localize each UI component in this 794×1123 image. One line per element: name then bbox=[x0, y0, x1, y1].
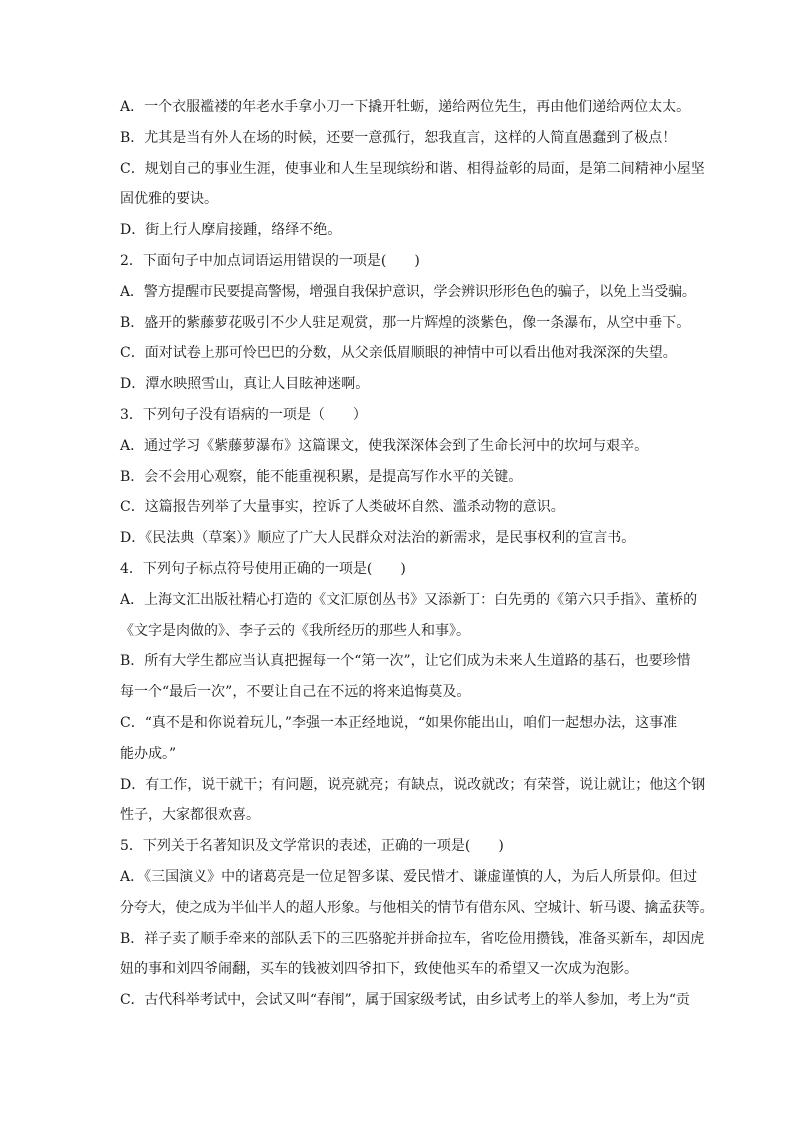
question-3-title: 3．下列句子没有语病的一项是（ ） bbox=[120, 406, 367, 423]
q4-option-d-continuation: 性子，大家都很欢喜。 bbox=[120, 807, 260, 824]
document-page bbox=[120, 92, 714, 1016]
q4-option-a: A．上海文汇出版社精心打造的《文汇原创丛书》又添新丁：白先勇的《第六只手指》、董桥的 bbox=[120, 591, 698, 608]
q4-option-c: C．“真不是和你说着玩儿，”李强一本正经地说，“如果你能出山，咱们一起想办法，这事准 bbox=[120, 714, 678, 731]
q5-option-a: A．《三国演义》中的诸葛亮是一位足智多谋、爱民惜才、谦虚谨慎的人，为后人所景仰。但过 bbox=[120, 868, 698, 885]
question-5-title: 5．下列关于名著知识及文学常识的表述，正确的一项是( ) bbox=[120, 838, 504, 855]
q3-option-a: A．通过学习《紫藤萝瀑布》这篇课文，使我深深体会到了生命长河中的坎坷与艰辛。 bbox=[120, 437, 649, 454]
option-c-line: C．规划自己的事业生涯，使事业和人生呈现缤纷和谐、相得益彰的局面，是第二间精神小屋坚 bbox=[120, 160, 705, 177]
q2-option-a: A．警方提醒市民要提高警惕，增强自我保护意识，学会辨识形形色色的骗子，以免上当受骗。 bbox=[120, 283, 696, 300]
q4-option-b-continuation: 每一个“最后一次”，不要让自己在不远的将来追悔莫及。 bbox=[120, 684, 471, 701]
q4-option-d: D．有工作，说干就干；有问题，说亮就亮；有缺点，说改就改；有荣誉，说让就让；他这个钢 bbox=[120, 776, 706, 793]
option-c-continuation: 固优雅的要诀。 bbox=[120, 191, 218, 208]
q4-option-a-continuation: 《文字是肉做的》、李子云的《我所经历的那些人和事》。 bbox=[120, 622, 470, 639]
q4-option-b: B．所有大学生都应当认真把握每一个“第一次”，让它们成为未来人生道路的基石，也要珍惜 bbox=[120, 653, 691, 670]
q5-option-c: C．古代科举考试中，会试又叫“春闱”，属于国家级考试，由乡试考上的举人参加，考上为“贡 bbox=[120, 992, 690, 1009]
option-a-line: A．一个衣服褴褛的年老水手拿小刀一下撬开牡蛎，递给两位先生，再由他们递给两位太太。 bbox=[120, 99, 691, 115]
q3-option-c: C．这篇报告列举了大量事实，控诉了人类破坏自然、滥杀动物的意识。 bbox=[120, 499, 565, 516]
question-4-title: 4．下列句子标点符号使用正确的一项是( ) bbox=[120, 560, 406, 577]
q3-option-d: D．《民法典（草案）》顺应了广大人民群众对法治的新需求，是民事权利的宣言书。 bbox=[120, 530, 636, 547]
question-2-title: 2．下面句子中加点词语运用错误的一项是( ) bbox=[120, 252, 420, 269]
q2-option-c: C．面对试卷上那可怜巴巴的分数，从父亲低眉顺眼的神情中可以看出他对我深深的失望。 bbox=[120, 345, 677, 362]
q5-option-b-continuation: 妞的事和刘四爷闹翻，买车的钱被刘四爷扣下，致使他买车的希望又一次成为泡影。 bbox=[120, 961, 638, 978]
q4-option-c-continuation: 能办成。” bbox=[120, 745, 177, 762]
q2-option-d: D．潭水映照雪山，真让人目眩神迷啊。 bbox=[120, 376, 370, 393]
option-b-line: B．尤其是当有外人在场的时候，还要一意孤行，恕我直言，这样的人简直愚蠢到了极点！ bbox=[120, 129, 677, 146]
q3-option-b: B．会不会用心观察，能不能重视积累，是提高写作水平的关键。 bbox=[120, 468, 523, 485]
q2-option-b: B．盛开的紫藤萝花吸引不少人驻足观赏，那一片辉煌的淡紫色，像一条瀑布，从空中垂下。 bbox=[120, 314, 691, 331]
q5-option-a-continuation: 分夸大，使之成为半仙半人的超人形象。与他相关的情节有借东风、空城计、斩马谡、擒孟获等。 bbox=[120, 899, 714, 916]
q5-option-b: B．祥子卖了顺手牵来的部队丢下的三匹骆驼并拼命拉车，省吃俭用攒钱，准备买新车，却因虎 bbox=[120, 930, 705, 947]
option-d-line: D．街上行人摩肩接踵，络绎不绝。 bbox=[120, 222, 342, 239]
